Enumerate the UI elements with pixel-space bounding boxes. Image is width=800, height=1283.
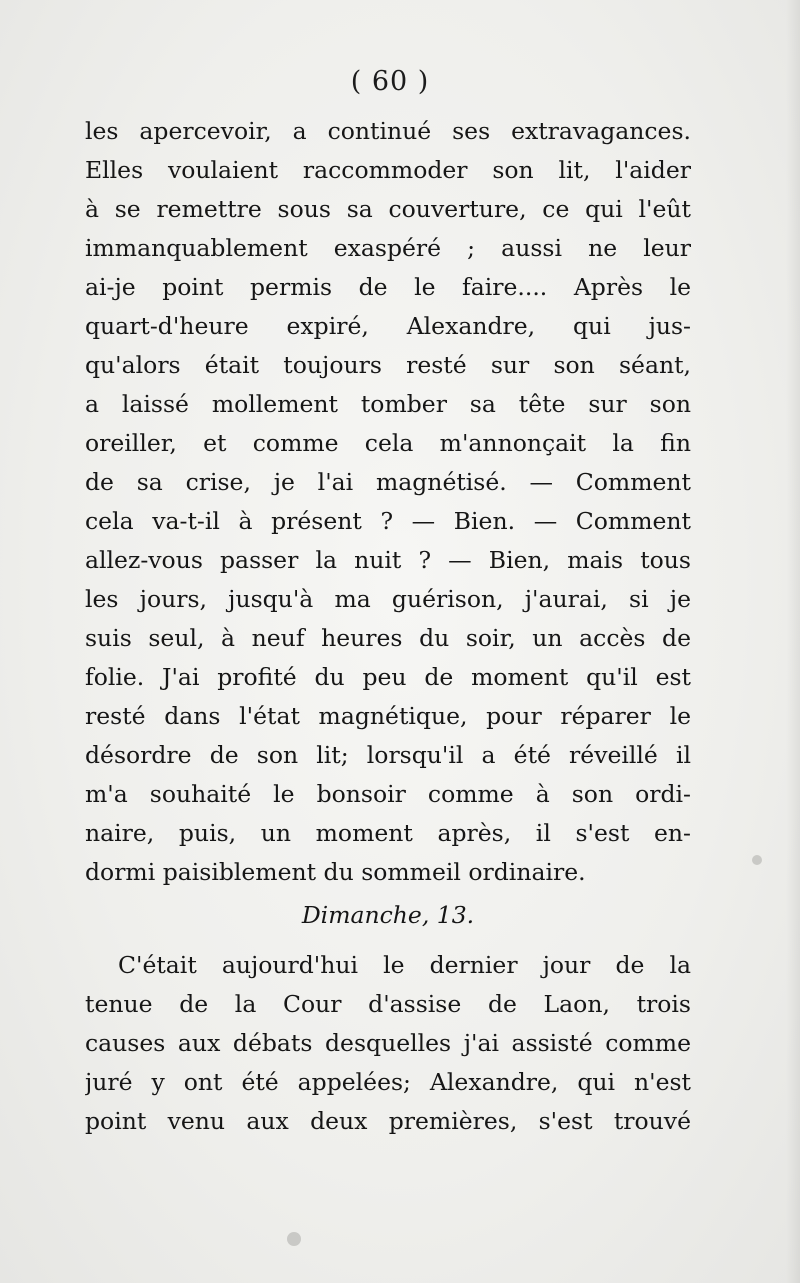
text-line: à se remettre sous sa couverture, ce qui l'eût <box>85 195 691 223</box>
text-line: resté dans l'état magnétique, pour réparer le <box>85 702 691 730</box>
paper-speck <box>752 855 762 865</box>
text-line: les apercevoir, a continué ses extravagances. <box>85 117 691 145</box>
text-line: de sa crise, je l'ai magnétisé. — Comment <box>85 468 691 496</box>
text-line: suis seul, à neuf heures du soir, un accès de <box>85 624 691 652</box>
text-line: point venu aux deux premières, s'est trouvé <box>85 1107 691 1135</box>
body-text <box>85 112 691 1141</box>
page-number: ( 60 ) <box>350 66 430 97</box>
paper-speck <box>287 1232 301 1246</box>
text-line: immanquablement exaspéré ; aussi ne leur <box>85 234 691 262</box>
paragraph-2 <box>85 946 691 1141</box>
text-line: a laissé mollement tomber sa tête sur son <box>85 390 691 418</box>
text-line: C'était aujourd'hui le dernier jour de la <box>118 951 691 979</box>
text-line: ai-je point permis de le faire.... Après le <box>85 273 691 301</box>
text-line: folie. J'ai profité du peu de moment qu'il est <box>85 663 691 691</box>
text-line: naire, puis, un moment après, il s'est en- <box>85 819 691 847</box>
section-heading: Dimanche, 13. <box>301 901 475 929</box>
page-edge-shadow <box>786 0 800 1283</box>
text-line: oreiller, et comme cela m'annonçait la fin <box>85 429 691 457</box>
text-line: cela va-t-il à présent ? — Bien. — Comment <box>85 507 691 535</box>
text-line: juré y ont été appelées; Alexandre, qui n'est <box>85 1068 691 1096</box>
text-line: désordre de son lit; lorsqu'il a été réveillé il <box>85 741 691 769</box>
text-line: qu'alors était toujours resté sur son séant, <box>85 351 691 379</box>
text-line: les jours, jusqu'à ma guérison, j'aurai, si je <box>85 585 691 613</box>
text-line: allez-vous passer la nuit ? — Bien, mais tous <box>85 546 691 574</box>
text-line: causes aux débats desquelles j'ai assisté comme <box>85 1029 691 1057</box>
paragraph-1 <box>85 112 691 892</box>
text-line: m'a souhaité le bonsoir comme à son ordi- <box>85 780 691 808</box>
text-line: tenue de la Cour d'assise de Laon, trois <box>85 990 691 1018</box>
text-line: Elles voulaient raccommoder son lit, l'aider <box>85 156 691 184</box>
text-line: dormi paisiblement du sommeil ordinaire. <box>85 858 586 886</box>
text-line: quart-d'heure expiré, Alexandre, qui jus- <box>85 312 691 340</box>
